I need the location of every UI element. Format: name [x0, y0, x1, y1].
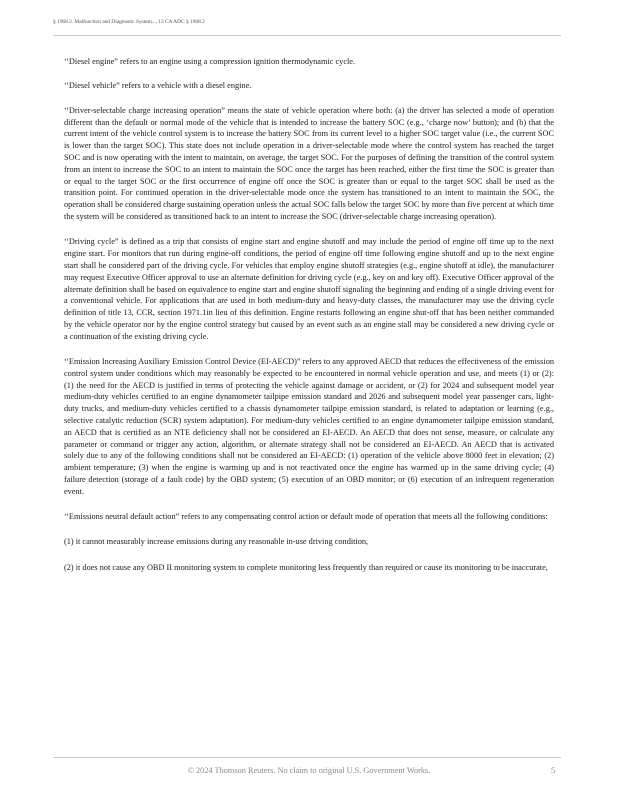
header-divider — [53, 35, 561, 36]
definition-diesel-engine: ‘‘Diesel engine” refers to an engine using a compression ignition thermodynamic cycle. — [64, 57, 356, 66]
definition-diesel-vehicle: ‘‘Diesel vehicle” refers to a vehicle with a diesel engine. — [64, 80, 252, 90]
footer-copyright: © 2024 Thomson Reuters. No claim to original U.S. Government Works. — [187, 766, 431, 775]
definition-emissions-neutral-default-action: ‘‘Emissions neutral default action” refers to any compensating control action or default mode of operation that meets all the following conditions: — [64, 512, 548, 522]
condition-2: (2) it does not cause any OBD II monitoring system to complete monitoring less frequently than required or cause its monitoring to be inaccurate, — [64, 562, 548, 572]
definition-ei-aecd: ‘‘Emission Increasing Auxiliary Emission Control Device (EI-AECD)” refers to any approved AECD that reduces the effectiveness of the emission control system under conditions which may reasonably be expected to be encountered in normal vehicle operation and use, and meets (1) or (2): (1) the need for the AECD is justified in terms of protecting the vehicle against damage or accident, or (2) for 2024 and subsequent model year medium-duty vehicles certified to an engine dynamometer tailpipe emission standard and 2026 and subsequent model year passenger cars, light-duty trucks, and medium-duty vehicles certified to a chassis dynamometer tailpipe emission standard, is related to adaptation or learning (e.g., selective catalytic reduction (SCR) system adaptation). For medium-duty vehicles certified to an engine dynamometer tailpipe emission standard, an AECD that is certified as an NTE deficiency shall not be considered an EI-AECD. An AECD that does not sense, measure, or calculate any parameter or command or trigger any action, algorithm, or alternate strategy shall not be considered an EI-AECD. An AECD that is activated solely due to any of the following conditions shall not be considered an EI-AECD: (1) operation of the vehicle above 8000 feet in elevation; (2) ambient temperature; (3) when the engine is warming up and is not reactivated once the engine has warmed up in the same driving cycle; (4) failure detection (storage of a fault code) by the OBD system; (5) execution of an OBD monitor; or (6) execution of an infrequent regeneration event. — [64, 357, 554, 496]
definition-driver-selectable-charge: ‘‘Driver-selectable charge increasing operation” means the state of vehicle operation where both: (a) the driver has selected a mode of operation different than the default or normal mode of the vehicle that is intended to increase the battery SOC (e.g., ‘charge now’ button); and (b) that the current intent of the vehicle control system is to increase the battery SOC from its current level to a higher SOC target value (i.e., the current SOC is lower than the target SOC). This state does not include operation in a driver-selectable mode where the control system has reached the target SOC and is now operating with the intent to maintain, on average, the target SOC. For the purposes of defining the transition of the control system from an intent to increase the SOC to an intent to maintain the SOC once the target has been reached, either the first time the SOC is greater than or equal to the target SOC or the first occurrence of engine off once the SOC is greater than or equal to the target SOC shall be used as the transition point. For continued operation in the driver-selectable mode once the system has transitioned to an intent to maintain the SOC, the operation shall be considered charge sustaining operation unless the actual SOC falls below the target SOC by more than five percent at which time the system will be considered as transitioned back to an intent to increase the SOC (driver-selectable charge increasing operation). — [64, 105, 554, 222]
footer-divider — [53, 757, 561, 758]
running-header: § 1968.2. Malfunction and Diagnostic System..., 13 CA ADC § 1968.2 — [53, 19, 205, 25]
condition-1: (1) it cannot measurably increase emissions during any reasonable in-use driving condition, — [64, 537, 369, 547]
definition-driving-cycle: ‘‘Driving cycle” is defined as a trip that consists of engine start and engine shutoff and may include the period of engine off time up to the next engine start. For monitors that run during engine-off conditions, the period of engine off time following engine shutoff and up to the next engine start shall be considered part of the driving cycle. For vehicles that employ engine shutoff strategies (e.g., engine shutoff at idle), the manufacturer may request Executive Officer approval to use an alternate definition for driving cycle (e.g., key on and key off). Executive Officer approval of the alternate definition shall be based on equivalence to engine start and engine shutoff signaling the beginning and ending of a single driving event for a conventional vehicle. For applications that are used in both medium-duty and heavy-duty classes, the manufacturer may use the driving cycle definition of title 13, CCR, section 1971.1in lieu of this definition. Engine restarts following an engine shut-off that has been neither commanded by the vehicle operator nor by the engine control strategy but caused by an event such as an engine stall may be considered a new driving cycle or a continuation of the existing driving cycle. — [64, 237, 554, 341]
document-body — [64, 56, 554, 573]
page-number: 5 — [551, 766, 556, 775]
